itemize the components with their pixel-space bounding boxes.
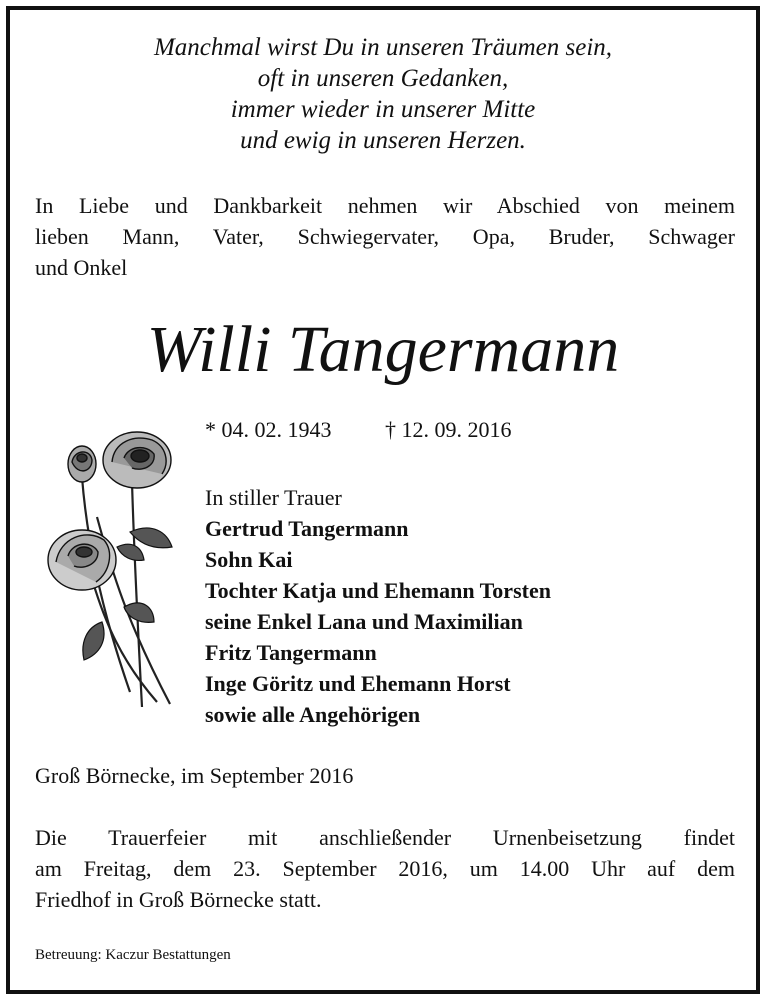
intro-line: In Liebe und Dankbarkeit nehmen wir Abschied von meinem <box>35 193 735 218</box>
funeral-home-credit: Betreuung: Kaczur Bestattungen <box>35 947 231 963</box>
mourner-name: sowie alle Angehörigen <box>205 702 421 727</box>
poem-line: oft in unseren Gedanken, <box>257 65 509 92</box>
ceremony-line: Die Trauerfeier mit anschließender Urnenbeisetzung findet <box>35 825 735 850</box>
poem-line: Manchmal wirst Du in unseren Träumen sein, <box>153 34 613 61</box>
mourner-name: seine Enkel Lana und Maximilian <box>205 609 523 634</box>
mourner-name: Gertrud Tangermann <box>205 516 409 541</box>
birth-date: * 04. 02. 1943 <box>205 417 332 442</box>
poem <box>10 32 756 156</box>
ceremony-line: Friedhof in Groß Börnecke statt. <box>35 887 322 912</box>
deceased-name: Willi Tangermann <box>146 313 620 386</box>
mourner-name: Inge Göritz und Ehemann Horst <box>205 671 511 696</box>
roses-illustration-icon <box>42 422 182 712</box>
mourners-list <box>205 482 551 730</box>
intro-line: lieben Mann, Vater, Schwiegervater, Opa, Bruder, Schwager <box>35 224 735 249</box>
ceremony-line: am Freitag, dem 23. September 2016, um 14.00 Uhr auf dem <box>35 856 735 881</box>
place-date: Groß Börnecke, im September 2016 <box>35 763 354 788</box>
death-date: † 12. 09. 2016 <box>385 417 512 442</box>
mourner-name: Tochter Katja und Ehemann Torsten <box>205 578 551 603</box>
mourner-name: Sohn Kai <box>205 547 293 572</box>
poem-line: immer wieder in unserer Mitte <box>230 96 536 123</box>
poem-line: und ewig in unseren Herzen. <box>240 127 526 154</box>
intro-line: und Onkel <box>35 255 128 280</box>
obituary-notice <box>6 6 760 994</box>
life-dates <box>205 417 512 443</box>
ceremony-text <box>35 822 735 915</box>
mourners-heading: In stiller Trauer <box>205 485 342 510</box>
mourner-name: Fritz Tangermann <box>205 640 377 665</box>
intro-text <box>35 190 735 283</box>
